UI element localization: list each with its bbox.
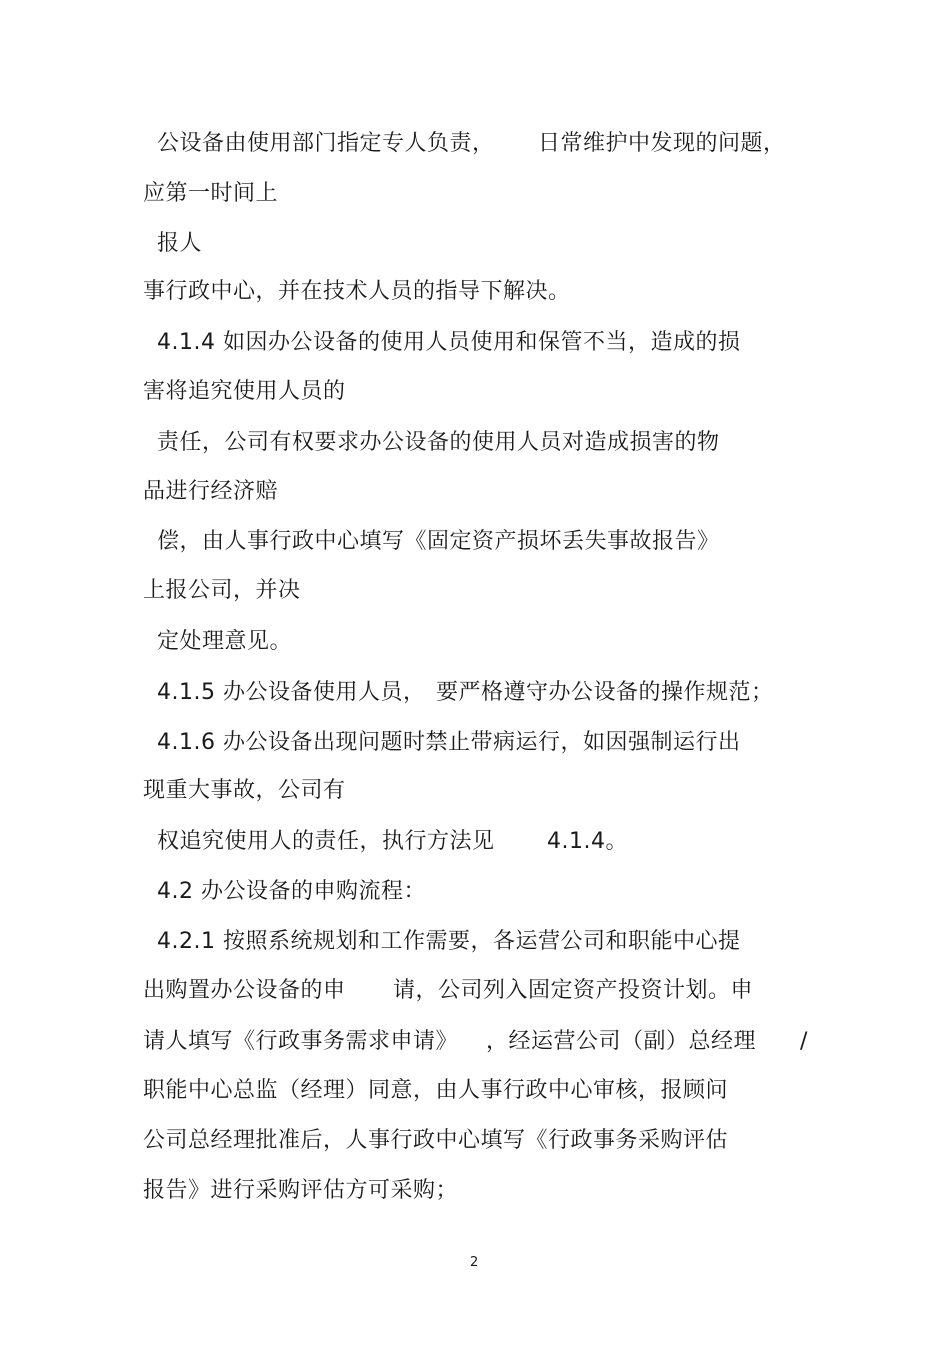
text-line: 4.1.6 办公设备出现问题时禁止带病运行，如因强制运行出: [157, 730, 741, 755]
text-line: 权追究使用人的责任，执行方法见: [157, 829, 495, 854]
text-line: 公司总经理批准后，人事行政中心填写《行政事务采购评估: [143, 1128, 729, 1153]
text-line: 报人: [157, 231, 203, 256]
text-line: 要严格遵守办公设备的操作规范；: [436, 680, 774, 705]
text-line: 责任，公司有权要求办公设备的使用人员对造成损害的物: [157, 430, 720, 455]
section-heading: 4.2 办公设备的申购流程：: [157, 879, 426, 904]
text-line: 请人填写《行政事务需求申请》: [143, 1029, 459, 1054]
text-line: 出购置办公设备的申: [143, 978, 346, 1003]
text-line: 日常维护中发现的问题，: [538, 131, 786, 156]
text-line: 事行政中心，并在技术人员的指导下解决。: [143, 279, 571, 304]
text-line: 上报公司，并决: [143, 578, 301, 603]
text-line: 品进行经济赔: [143, 479, 279, 504]
text-line: 请，公司列入固定资产投资计划。申: [393, 978, 754, 1003]
text-line: 害将追究使用人员的: [143, 379, 346, 404]
text-line: 4.1.4 如因办公设备的使用人员使用和保管不当，造成的损: [157, 330, 741, 355]
text-line: 4.1.5 办公设备使用人员，: [157, 680, 426, 705]
text-line: 公设备由使用部门指定专人负责，: [157, 131, 495, 156]
text-line: 职能中心总监（经理）同意，由人事行政中心审核，报顾问: [143, 1078, 729, 1103]
text-line: 定处理意见。: [157, 629, 293, 654]
text-line: /: [800, 1029, 808, 1054]
text-line: 应第一时间上: [143, 181, 279, 206]
text-line: 4.2.1 按照系统规划和工作需要，各运营公司和职能中心提: [157, 929, 741, 954]
text-line: 4.1.4。: [547, 829, 628, 854]
text-line: 现重大事故，公司有: [143, 778, 346, 803]
text-line: ，经运营公司（副）总经理: [486, 1029, 757, 1054]
page-number: 2: [470, 1255, 479, 1270]
text-line: 偿，由人事行政中心填写《固定资产损坏丢失事故报告》: [157, 529, 720, 554]
text-line: 报告》进行采购评估方可采购；: [143, 1178, 459, 1203]
